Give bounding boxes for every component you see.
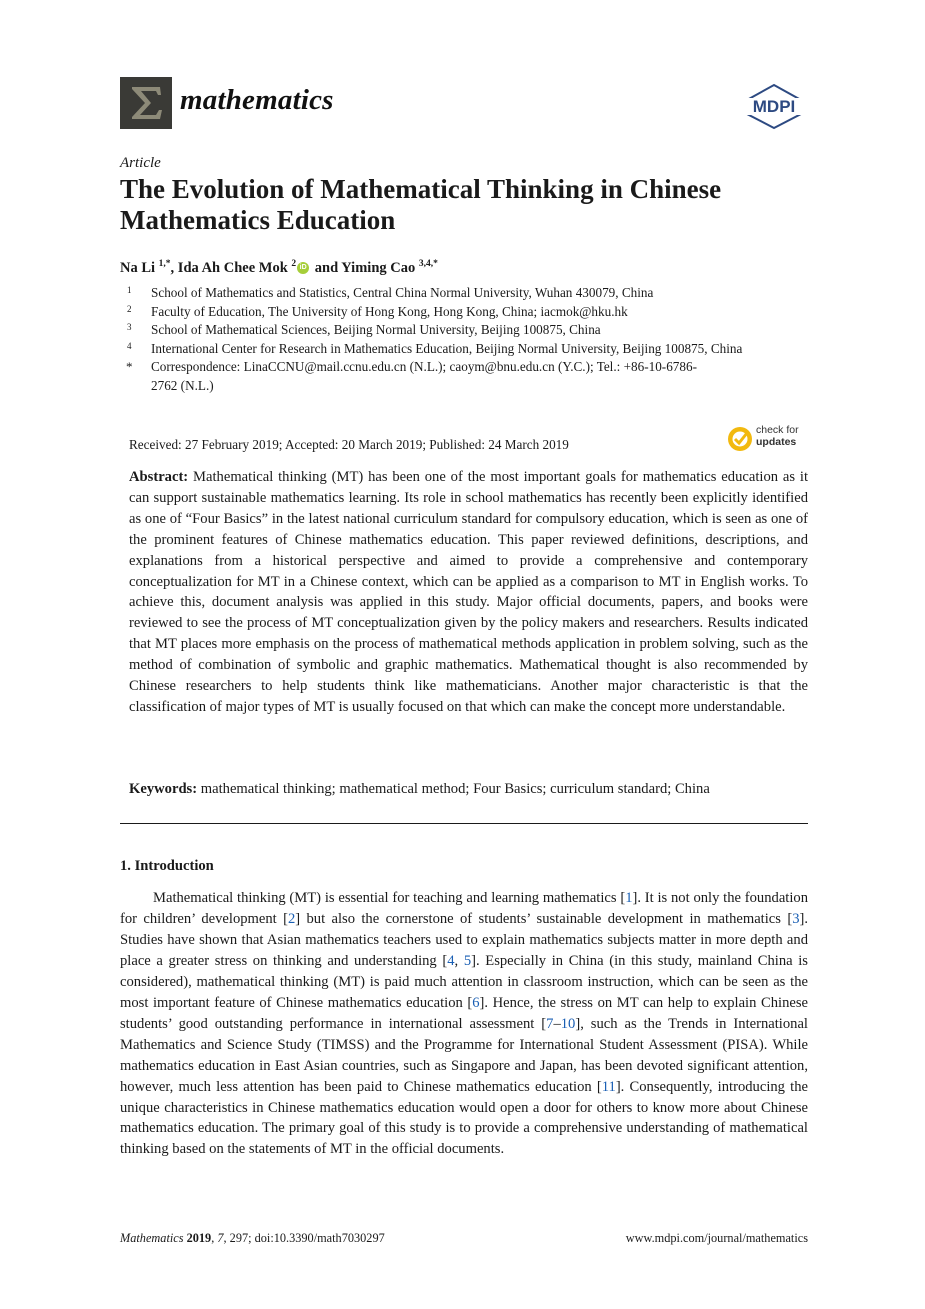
citation-link[interactable]: 4 [447,952,455,969]
journal-logo-sigma [120,77,172,129]
correspondence-marker: * [126,359,133,375]
citation-link[interactable]: 11 [601,1078,616,1095]
keywords-text: mathematical thinking; mathematical method; Four Basics; curriculum standard; China [200,781,710,797]
check-updates-line1: check for [756,424,799,436]
journal-name[interactable]: mathematics [180,84,334,116]
citation-link[interactable]: 2 [287,910,296,927]
affiliation-text: School of Mathematics and Statistics, Central China Normal University, Wuhan 430079, China [151,285,654,300]
paragraph-text: ]. It is not only the foundation for children’ development [ [120,890,808,927]
footer-year: 2019 [186,1231,212,1245]
citation-link[interactable]: 1 [625,890,633,906]
footer-doi: , 297; doi:10.3390/math7030297 [223,1231,385,1245]
author-name[interactable]: Yiming Cao [341,259,416,276]
check-updates-line2: updates [756,435,797,448]
citation-link[interactable]: 6 [472,994,480,1011]
footer-url[interactable]: www.mdpi.com/journal/mathematics [625,1231,808,1245]
check-updates-label [756,425,799,448]
author-list: Na Li $^{1,*}$, Ida Ah Chee Mok $^2$ iD and Yiming Cao $^{3,4,*}$ [120,259,438,276]
affiliation-item [120,321,820,340]
check-updates-icon [727,426,753,452]
affiliation-number: 4 [127,340,132,351]
article-title: The Evolution of Mathematical Thinking in Chinese Mathematics Education [120,174,722,235]
affiliation-item [120,340,751,359]
paragraph-text: , [454,952,464,969]
abstract [129,467,808,718]
paragraph-text: ]. Hence, the stress on MT can help to explain Chinese students’ good outstanding performance in international assessment [ [120,994,809,1032]
affiliation-item [120,303,820,322]
citation-link[interactable]: 7 [546,1015,554,1032]
keywords-label: Keywords: [129,781,198,797]
mdpi-logo-text: MDPI [752,97,796,116]
footer-citation: Mathematics 2019, 7, 297; doi:10.3390/math7030297 [120,1231,385,1245]
affiliation-text: International Center for Research in Mathematics Education, Beijing Normal University, Beijing 100875, China [151,340,743,356]
citation-link[interactable]: 10 [560,1015,576,1032]
abstract-text: Mathematical thinking (MT) has been one of the most important goals for mathematics education as it can support sustainable mathematics learning. Its role in school mathematics has recently been explicitly identified as one of “Four Basics” in the latest national curriculum standard for compulsory education, which is seen as one of the prominent features of Chinese mathematics education. This paper reviewed definitions, descriptions, and explanations from a historical perspective and aimed to provide a comprehensive and contemporary conceptualization for MT in a Chinese context, which can be applied as a comparison to MT in English works. To achieve this, document analysis was applied in this study. Major official documents, papers, and books were reviewed to see the process of MT conceptualization given by the policy makers and researchers. Results indicated that MT places more emphasis on the process of mathematical methods application in problem solving, such as the method of combination of symbolic and graphic mathematics. Mathematical thought is also recommended by Chinese researchers to help students think like mathematicians. Another major characteristic is that the classification of major types of MT is usually focused on that which can make the concept more understandable. [129,469,809,715]
paragraph-text: ] but also the cornerstone of students’ sustainable development in mathematics [ [295,910,793,927]
keywords [129,779,819,800]
citation-link[interactable]: 3 [792,910,800,927]
citation-link[interactable]: 5 [463,952,472,969]
affiliation-text: School of Mathematical Sciences, Beijing Normal University, Beijing 100875, China [151,322,601,338]
article-type: Article [120,155,161,171]
mdpi-logo[interactable] [740,82,808,130]
paragraph-text: Mathematical thinking (MT) is essential for teaching and learning mathematics [ [153,890,626,906]
paragraph-text: ]. Consequently, introducing the unique characteristics in Chinese mathematics education would open a door for others to know more about Chinese mathematics education. The primary goal of this study is to provide a comprehensive understanding of mathematical thinking based on the statements of MT in the official documents. [120,1078,808,1158]
affiliation-text: Faculty of Education, The University of Hong Kong, Hong Kong, China; iacmok@hku.hk [151,303,628,319]
footer-volume: 7 [217,1231,224,1245]
paragraph-text: – [553,1015,561,1032]
paragraph-text: ], such as the Trends in International Mathematics and Science Study (TIMSS) and the Programme for International Student Assessment (PISA). While mathematics education in East Asian countries, such as Singapore and Japan, has been devoted significant attention, however, much less attention has been paid to Chinese mathematics education [ [120,1015,808,1095]
section-divider [120,823,808,824]
affiliation-number: 2 [127,303,132,314]
author-affiliation-marker: 3,4,* [418,259,438,269]
affiliation-item [120,284,820,303]
affiliation-number: 1 [127,285,132,295]
paragraph-text: ]. Especially in China (in this study, mainland China is considered), mathematical thinking (MT) is paid much attention in classroom instruction, which can be seen as the most important feature of Chinese mathematics education [ [120,952,808,1011]
affiliation-list [120,284,820,396]
check-for-updates-badge[interactable] [727,424,817,454]
author-affiliation-marker: 2 [291,259,297,269]
abstract-label: Abstract: [129,469,189,485]
orcid-icon[interactable]: iD [297,262,309,274]
author-name[interactable]: Na Li [120,259,156,276]
footer-journal: Mathematics [120,1231,184,1245]
paragraph-text: ]. Studies have shown that Asian mathematics teachers used to explain mathematics subjects matter in more depth and place a greater stress on thinking and understanding [ [120,910,808,969]
correspondence-text: Correspondence: LinaCCNU@mail.ccnu.edu.cn (N.L.); caoym@bnu.edu.cn (Y.C.); Tel.: +86-10-6786-2762 (N.L.) [151,359,697,393]
affiliation-number: 3 [127,322,132,333]
section-paragraph [120,888,808,1160]
author-affiliation-marker: 1,* [158,259,171,269]
publication-dates: Received: 27 February 2019; Accepted: 20 March 2019; Published: 24 March 2019 [129,437,569,452]
author-name[interactable]: Ida Ah Chee Mok [177,259,288,276]
correspondence [120,358,711,395]
section-heading: 1. Introduction [120,858,214,874]
